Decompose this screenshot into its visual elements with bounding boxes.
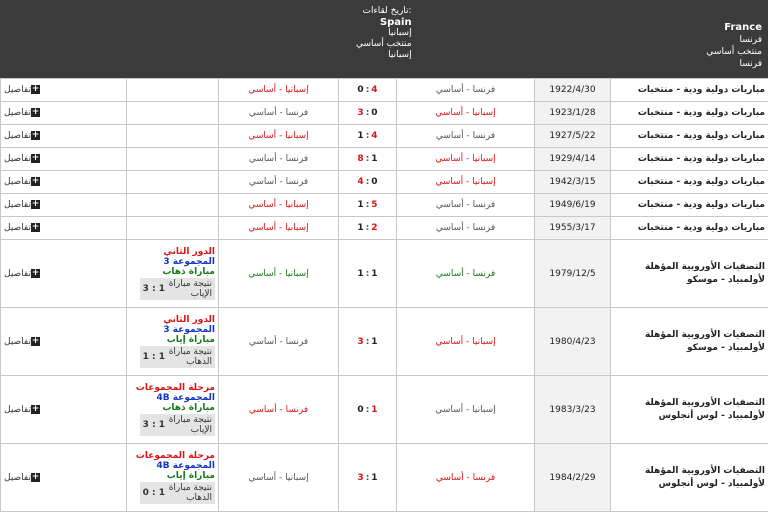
away-score: 1: [371, 405, 377, 415]
match-group: المجموعة 4B: [130, 393, 215, 403]
score-separator: :: [364, 108, 372, 118]
other-leg-result: [140, 482, 215, 504]
score-cell[interactable]: [339, 125, 397, 148]
home-team-cell[interactable]: فرنسا - أساسي: [397, 194, 535, 217]
home-score: 0: [357, 85, 363, 95]
details-label: تفاصيل: [4, 269, 31, 279]
competition-cell: مباريات دولية ودية - منتخبات: [611, 194, 768, 217]
details-link[interactable]: [1, 217, 127, 240]
match-round: مرحلة المجموعات: [130, 383, 215, 393]
team-a-name: France: [706, 22, 762, 34]
away-team-cell[interactable]: إسبانيا - أساسي: [219, 79, 339, 102]
details-link[interactable]: [1, 79, 127, 102]
home-team-cell[interactable]: فرنسا - أساسي: [397, 79, 535, 102]
away-score: 1: [371, 473, 377, 483]
home-score: 1: [357, 269, 363, 279]
away-score: 1: [371, 337, 377, 347]
away-team-cell[interactable]: إسبانيا - أساسي: [219, 194, 339, 217]
details-link[interactable]: [1, 308, 127, 376]
details-link[interactable]: [1, 444, 127, 512]
plus-icon: +: [31, 473, 40, 482]
team-b-line3: إسبانيا: [356, 50, 412, 61]
other-leg-score: 1 : 3: [143, 284, 165, 294]
away-team-cell[interactable]: إسبانيا - أساسي: [219, 444, 339, 512]
score-cell[interactable]: [339, 148, 397, 171]
table-row: [1, 444, 768, 512]
other-leg-label: نتيجة مباراة الذهاب: [168, 483, 212, 503]
date-cell: 1923/1/28: [535, 102, 611, 125]
date-cell: 1979/12/5: [535, 240, 611, 308]
team-b-line1: إسبانيا: [356, 28, 412, 39]
home-score: 3: [357, 108, 363, 118]
details-link[interactable]: [1, 240, 127, 308]
match-info-cell: [127, 217, 219, 240]
table-row: [1, 240, 768, 308]
header-bar: [0, 0, 768, 78]
away-score: 2: [371, 223, 377, 233]
details-link[interactable]: [1, 148, 127, 171]
team-b-block: [356, 6, 412, 61]
away-team-cell[interactable]: فرنسا - أساسي: [219, 148, 339, 171]
date-cell: 1949/6/19: [535, 194, 611, 217]
matches-table: [0, 78, 768, 512]
date-cell: 1929/4/14: [535, 148, 611, 171]
match-info-cell: [127, 171, 219, 194]
details-link[interactable]: [1, 125, 127, 148]
other-leg-result: [140, 346, 215, 368]
table-row: [1, 125, 768, 148]
other-leg-label: نتيجة مباراة الذهاب: [168, 347, 212, 367]
away-team-cell[interactable]: فرنسا - أساسي: [219, 171, 339, 194]
date-cell: 1922/4/30: [535, 79, 611, 102]
home-team-cell[interactable]: إسبانيا - أساسي: [397, 308, 535, 376]
away-score: 0: [371, 177, 377, 187]
details-label: تفاصيل: [4, 177, 31, 187]
match-leg: مباراة إياب: [130, 335, 215, 345]
home-team-cell[interactable]: إسبانيا - أساسي: [397, 148, 535, 171]
score-cell[interactable]: [339, 217, 397, 240]
details-link[interactable]: [1, 194, 127, 217]
details-label: تفاصيل: [4, 131, 31, 141]
home-team-cell[interactable]: فرنسا - أساسي: [397, 444, 535, 512]
match-info-cell: [127, 444, 219, 512]
plus-icon: +: [31, 200, 40, 209]
other-leg-score: 1 : 0: [143, 488, 165, 498]
match-round: الدور الثاني: [130, 315, 215, 325]
plus-icon: +: [31, 223, 40, 232]
team-b-name: Spain: [356, 17, 412, 28]
match-info-cell: [127, 376, 219, 444]
home-score: 3: [357, 473, 363, 483]
home-score: 0: [357, 405, 363, 415]
match-info-cell: [127, 102, 219, 125]
home-team-cell[interactable]: إسبانيا - أساسي: [397, 171, 535, 194]
details-label: تفاصيل: [4, 337, 31, 347]
competition-cell: التصفيات الأوروبية المؤهلة لأولمبياد - موسكو: [611, 240, 768, 308]
score-cell[interactable]: [339, 308, 397, 376]
home-score: 4: [357, 177, 363, 187]
away-team-cell[interactable]: إسبانيا - أساسي: [219, 240, 339, 308]
match-group: المجموعة 3: [130, 325, 215, 335]
score-cell[interactable]: [339, 171, 397, 194]
match-info-cell: [127, 240, 219, 308]
away-team-cell[interactable]: إسبانيا - أساسي: [219, 217, 339, 240]
plus-icon: +: [31, 108, 40, 117]
team-b-line2: منتخب أساسي: [356, 39, 412, 50]
match-round: مرحلة المجموعات: [130, 451, 215, 461]
score-separator: :: [364, 223, 372, 233]
team-a-line1: فرنسا: [706, 34, 762, 46]
away-score: 0: [371, 108, 377, 118]
away-score: 1: [371, 154, 377, 164]
table-row: [1, 308, 768, 376]
details-link[interactable]: [1, 376, 127, 444]
competition-cell: مباريات دولية ودية - منتخبات: [611, 102, 768, 125]
home-score: 1: [357, 223, 363, 233]
away-team-cell[interactable]: إسبانيا - أساسي: [219, 125, 339, 148]
score-separator: :: [364, 177, 372, 187]
home-score: 1: [357, 200, 363, 210]
competition-cell: مباريات دولية ودية - منتخبات: [611, 79, 768, 102]
score-cell[interactable]: [339, 102, 397, 125]
table-row: [1, 376, 768, 444]
away-team-cell[interactable]: فرنسا - أساسي: [219, 376, 339, 444]
details-link[interactable]: [1, 102, 127, 125]
details-label: تفاصيل: [4, 200, 31, 210]
score-separator: :: [364, 85, 372, 95]
table-row: [1, 102, 768, 125]
home-score: 8: [357, 154, 363, 164]
home-team-cell[interactable]: إسبانيا - أساسي: [397, 376, 535, 444]
competition-cell: مباريات دولية ودية - منتخبات: [611, 148, 768, 171]
details-label: تفاصيل: [4, 85, 31, 95]
score-separator: :: [364, 131, 372, 141]
details-label: تفاصيل: [4, 154, 31, 164]
match-info-cell: [127, 125, 219, 148]
competition-cell: التصفيات الأوروبية المؤهلة لأولمبياد - لوس أنجلوس: [611, 376, 768, 444]
plus-icon: +: [31, 177, 40, 186]
date-cell: 1984/2/29: [535, 444, 611, 512]
other-leg-result: [140, 414, 215, 436]
other-leg-score: 1 : 1: [143, 352, 165, 362]
home-team-cell[interactable]: فرنسا - أساسي: [397, 217, 535, 240]
competition-cell: مباريات دولية ودية - منتخبات: [611, 171, 768, 194]
score-cell[interactable]: [339, 79, 397, 102]
details-link[interactable]: [1, 171, 127, 194]
plus-icon: +: [31, 337, 40, 346]
match-group: المجموعة 4B: [130, 461, 215, 471]
table-row: [1, 194, 768, 217]
match-info-cell: [127, 79, 219, 102]
away-score: 1: [371, 269, 377, 279]
score-separator: :: [364, 405, 372, 415]
score-separator: :: [364, 473, 372, 483]
competition-cell: مباريات دولية ودية - منتخبات: [611, 217, 768, 240]
match-info-cell: [127, 194, 219, 217]
home-score: 1: [357, 131, 363, 141]
date-cell: 1955/3/17: [535, 217, 611, 240]
team-a-block: [706, 22, 762, 70]
home-team-cell[interactable]: فرنسا - أساسي: [397, 240, 535, 308]
table-row: [1, 148, 768, 171]
other-leg-label: نتيجة مباراة الإياب: [168, 279, 212, 299]
match-leg: مباراة ذهاب: [130, 267, 215, 277]
home-team-cell[interactable]: إسبانيا - أساسي: [397, 102, 535, 125]
plus-icon: +: [31, 154, 40, 163]
plus-icon: +: [31, 85, 40, 94]
date-cell: 1980/4/23: [535, 308, 611, 376]
team-a-line3: فرنسا: [706, 58, 762, 70]
match-info-cell: [127, 308, 219, 376]
competition-cell: مباريات دولية ودية - منتخبات: [611, 125, 768, 148]
score-cell[interactable]: [339, 194, 397, 217]
score-separator: :: [364, 200, 372, 210]
date-cell: 1942/3/15: [535, 171, 611, 194]
plus-icon: +: [31, 131, 40, 140]
other-leg-label: نتيجة مباراة الإياب: [168, 415, 212, 435]
history-title: تاريخ لقاءات:: [356, 6, 412, 17]
match-leg: مباراة ذهاب: [130, 403, 215, 413]
score-cell[interactable]: [339, 444, 397, 512]
away-team-cell[interactable]: فرنسا - أساسي: [219, 308, 339, 376]
score-separator: :: [364, 337, 372, 347]
team-a-line2: منتخب أساسي: [706, 46, 762, 58]
date-cell: 1927/5/22: [535, 125, 611, 148]
other-leg-score: 1 : 3: [143, 420, 165, 430]
plus-icon: +: [31, 269, 40, 278]
match-leg: مباراة إياب: [130, 471, 215, 481]
match-round: الدور الثاني: [130, 247, 215, 257]
score-cell[interactable]: [339, 240, 397, 308]
details-label: تفاصيل: [4, 108, 31, 118]
match-group: المجموعة 3: [130, 257, 215, 267]
details-label: تفاصيل: [4, 223, 31, 233]
away-score: 4: [371, 85, 377, 95]
away-score: 4: [371, 131, 377, 141]
competition-cell: التصفيات الأوروبية المؤهلة لأولمبياد - لوس أنجلوس: [611, 444, 768, 512]
table-row: [1, 79, 768, 102]
score-separator: :: [364, 154, 372, 164]
details-label: تفاصيل: [4, 405, 31, 415]
other-leg-result: [140, 278, 215, 300]
score-separator: :: [364, 269, 372, 279]
home-score: 3: [357, 337, 363, 347]
table-row: [1, 171, 768, 194]
competition-cell: التصفيات الأوروبية المؤهلة لأولمبياد - موسكو: [611, 308, 768, 376]
home-team-cell[interactable]: فرنسا - أساسي: [397, 125, 535, 148]
table-row: [1, 217, 768, 240]
match-info-cell: [127, 148, 219, 171]
plus-icon: +: [31, 405, 40, 414]
away-score: 5: [371, 200, 377, 210]
details-label: تفاصيل: [4, 473, 31, 483]
away-team-cell[interactable]: فرنسا - أساسي: [219, 102, 339, 125]
date-cell: 1983/3/23: [535, 376, 611, 444]
score-cell[interactable]: [339, 376, 397, 444]
